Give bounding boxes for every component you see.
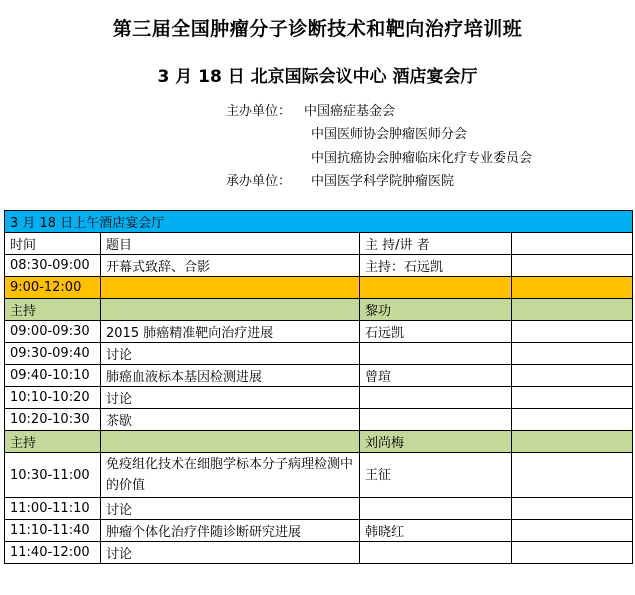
schedule-row (5, 299, 633, 321)
speaker-cell (360, 498, 512, 520)
extra-cell (512, 343, 633, 365)
schedule-row (5, 453, 633, 498)
topic-cell (101, 299, 360, 321)
speaker-cell: 韩晓红 (360, 520, 512, 542)
time-cell: 09:00-09:30 (5, 321, 101, 343)
extra-cell (512, 277, 633, 299)
session-banner: 3 月 18 日上午酒店宴会厅 (5, 211, 633, 233)
schedule-row (5, 498, 633, 520)
topic-cell: 肿瘤个体化治疗伴随诊断研究进展 (101, 520, 360, 542)
schedule-row (5, 387, 633, 409)
host-2: 中国医师协会肿瘤医师分会 (311, 127, 468, 142)
topic-cell (101, 431, 360, 453)
time-cell: 11:40-12:00 (5, 542, 101, 564)
column-header-row (5, 233, 633, 255)
header-time: 时间 (5, 233, 101, 255)
topic-cell (101, 277, 360, 299)
schedule-row (5, 365, 633, 387)
time-cell: 08:30-09:00 (5, 255, 101, 277)
topic-cell: 讨论 (101, 542, 360, 564)
undertaker-label: 承办单位： (226, 174, 292, 189)
schedule-row (5, 321, 633, 343)
host-label: 主办单位： (226, 104, 292, 119)
topic-cell: 讨论 (101, 498, 360, 520)
host-3: 中国抗癌协会肿瘤临床化疗专业委员会 (311, 151, 533, 166)
time-cell: 9:00-12:00 (5, 277, 101, 299)
time-cell: 主持 (5, 299, 101, 321)
time-cell: 09:30-09:40 (5, 343, 101, 365)
time-cell: 11:00-11:10 (5, 498, 101, 520)
session-banner-row (5, 211, 633, 233)
speaker-cell (360, 542, 512, 564)
topic-cell: 2015 肺癌精准靶向治疗进展 (101, 321, 360, 343)
schedule-row (5, 343, 633, 365)
topic-cell: 免疫组化技术在细胞学标本分子病理检测中的价值 (101, 453, 360, 498)
extra-cell (512, 542, 633, 564)
event-date-venue: 3 月 18 日 北京国际会议中心 酒店宴会厅 (157, 67, 478, 87)
topic-cell: 讨论 (101, 387, 360, 409)
time-cell: 10:20-10:30 (5, 409, 101, 431)
topic-cell: 茶歇 (101, 409, 360, 431)
extra-cell (512, 409, 633, 431)
extra-cell (512, 520, 633, 542)
extra-cell (512, 299, 633, 321)
time-cell: 主持 (5, 431, 101, 453)
time-cell: 09:40-10:10 (5, 365, 101, 387)
schedule-row (5, 542, 633, 564)
schedule-row (5, 277, 633, 299)
speaker-cell: 曾瑄 (360, 365, 512, 387)
extra-cell (512, 365, 633, 387)
speaker-cell (360, 409, 512, 431)
speaker-cell (360, 387, 512, 409)
extra-cell (512, 255, 633, 277)
schedule-table (4, 210, 633, 564)
speaker-cell: 黎功 (360, 299, 512, 321)
header-speaker: 主 持/讲 者 (360, 233, 512, 255)
header-topic: 题目 (101, 233, 360, 255)
undertaker: 中国医学科学院肿瘤医院 (311, 174, 455, 189)
schedule-row (5, 520, 633, 542)
header-extra (512, 233, 633, 255)
schedule-row (5, 409, 633, 431)
extra-cell (512, 321, 633, 343)
topic-cell: 肺癌血液标本基因检测进展 (101, 365, 360, 387)
schedule-row (5, 255, 633, 277)
speaker-cell: 王征 (360, 453, 512, 498)
topic-cell: 讨论 (101, 343, 360, 365)
event-title: 第三届全国肿瘤分子诊断技术和靶向治疗培训班 (112, 18, 523, 40)
host-1: 中国癌症基金会 (304, 104, 396, 119)
speaker-cell (360, 277, 512, 299)
time-cell: 10:10-10:20 (5, 387, 101, 409)
speaker-cell: 石远凯 (360, 321, 512, 343)
extra-cell (512, 498, 633, 520)
topic-cell: 开幕式致辞、合影 (101, 255, 360, 277)
time-cell: 11:10-11:40 (5, 520, 101, 542)
extra-cell (512, 453, 633, 498)
extra-cell (512, 431, 633, 453)
speaker-cell (360, 343, 512, 365)
extra-cell (512, 387, 633, 409)
time-cell: 10:30-11:00 (5, 453, 101, 498)
speaker-cell: 刘尚梅 (360, 431, 512, 453)
schedule-row (5, 431, 633, 453)
speaker-cell: 主持：石远凯 (360, 255, 512, 277)
